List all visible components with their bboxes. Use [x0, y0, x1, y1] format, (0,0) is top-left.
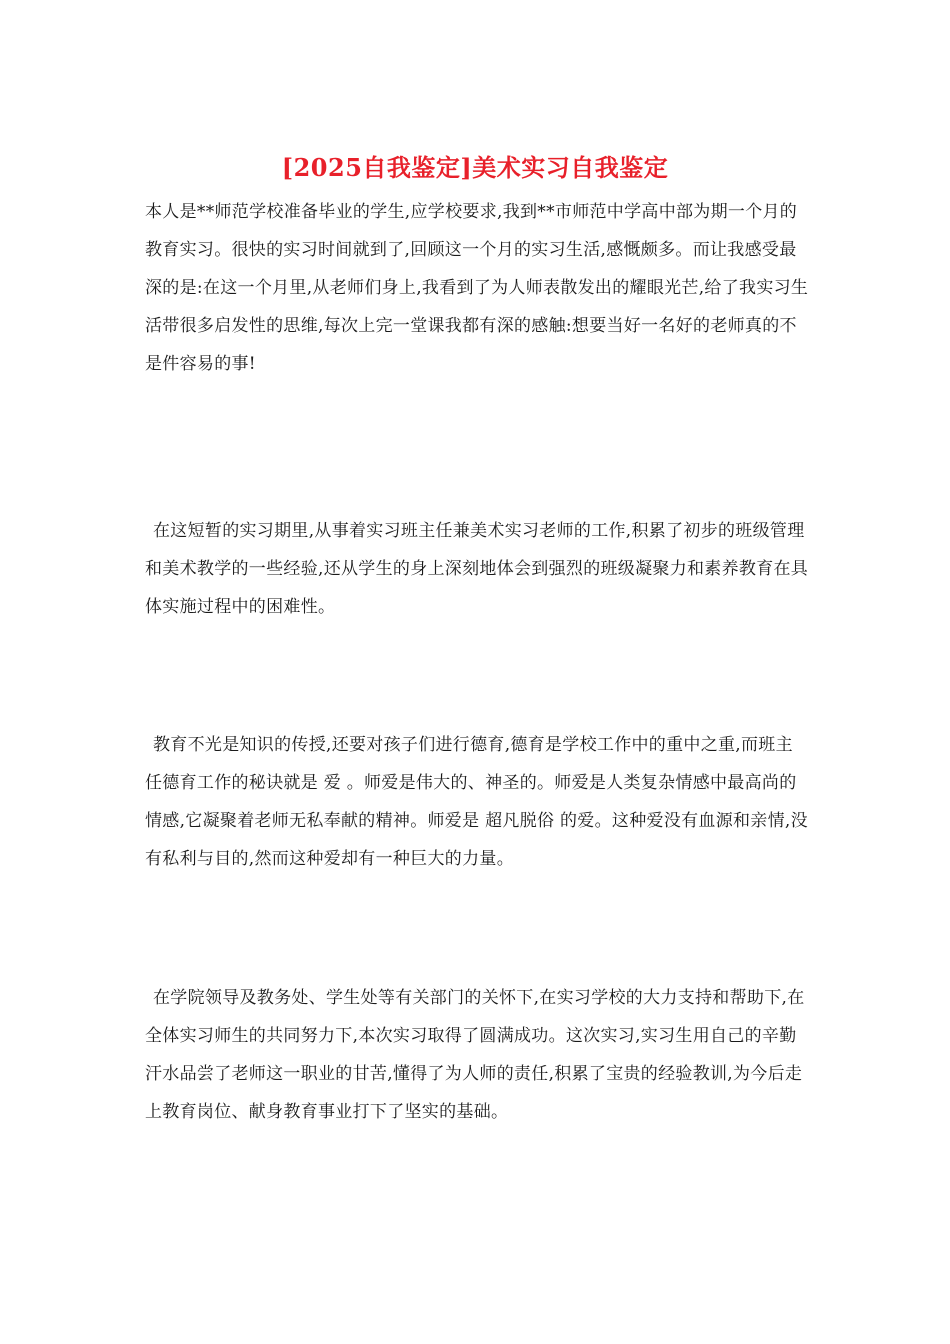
- paragraph-conclusion: 在学院领导及教务处、学生处等有关部门的关怀下,在实习学校的大力支持和帮助下,在全体实习师生的共同努力下,本次实习取得了圆满成功。这次实习,实习生用自己的辛勤汗水品尝了老师这一职业的甘苦,懂得了为人师的责任,积累了宝贵的经验教训,为今后走上教育岗位、献身教育事业打下了坚实的基础。: [145, 988, 805, 1122]
- paragraph-internship-work: 在这短暂的实习期里,从事着实习班主任兼美术实习老师的工作,积累了初步的班级管理和美术教学的一些经验,还从学生的身上深刻地体会到强烈的班级凝聚力和素养教育在具体实施过程中的困难性。: [145, 521, 809, 617]
- paragraph-moral-education: 教育不光是知识的传授,还要对孩子们进行德育,德育是学校工作中的重中之重,而班主任德育工作的秘诀就是 爱 。师爱是伟大的、神圣的。师爱是人类复杂情感中最高尚的情感,它凝聚着老师无私奉献的精神。师爱是 超凡脱俗 的爱。这种爱没有血源和亲情,没有私利与目的,然而这种爱却有一种巨大的力量。: [145, 735, 808, 869]
- document-title: [2025自我鉴定]美术实习自我鉴定: [281, 153, 669, 182]
- paragraph-intro: 本人是**师范学校准备毕业的学生,应学校要求,我到**市师范中学高中部为期一个月的教育实习。很快的实习时间就到了,回顾这一个月的实习生活,感慨颇多。而让我感受最深的是:在这一个月里,从老师们身上,我看到了为人师表散发出的耀眼光芒,给了我实习生活带很多启发性的思维,每次上完一堂课我都有深的感触:想要当好一名好的老师真的不是件容易的事!: [145, 202, 809, 374]
